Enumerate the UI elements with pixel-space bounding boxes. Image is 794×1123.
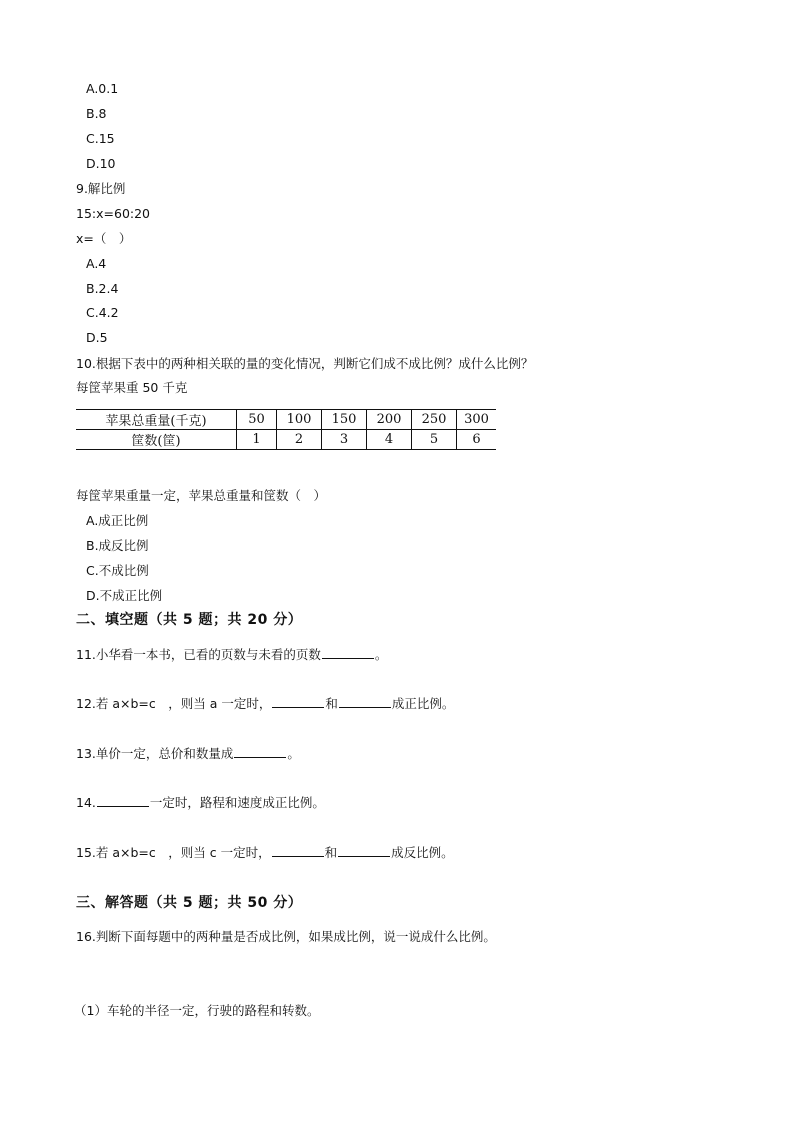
q8-option-a: A.0.1	[86, 81, 119, 96]
row-label-baskets: 筐数(筐)	[76, 430, 237, 450]
table-cell: 300	[457, 410, 497, 430]
q8-option-c: C.15	[86, 131, 115, 146]
q13-text: 13.单价一定，总价和数量成	[76, 746, 234, 761]
section3-title: 三、解答题（共 5 题；共 50 分）	[76, 895, 303, 911]
q13-end: 。	[287, 746, 300, 761]
table-cell: 4	[367, 430, 412, 450]
table-cell: 2	[277, 430, 322, 450]
q11-text: 11.小华看一本书，已看的页数与未看的页数	[76, 647, 321, 662]
q9-stem: 9.解比例	[76, 181, 126, 196]
table-row	[76, 410, 496, 430]
q9-ask: x=（ ）	[76, 231, 132, 246]
q14-text: 一定时，路程和速度成正比例。	[149, 795, 325, 810]
q16-part1: （1）车轮的半径一定，行驶的路程和转数。	[74, 1003, 320, 1018]
q14	[76, 795, 325, 811]
q12-text: 12.若 a×b=c ，则当 a 一定时，	[76, 696, 272, 711]
answer-blank[interactable]	[322, 647, 374, 659]
section2-title: 二、填空题（共 5 题；共 20 分）	[76, 612, 303, 628]
q15-text: 15.若 a×b=c ，则当 c 一定时，	[76, 845, 271, 860]
q10-note: 每筐苹果重 50 千克	[76, 380, 188, 395]
table-cell: 6	[457, 430, 497, 450]
q15	[76, 845, 454, 861]
answer-blank[interactable]	[234, 746, 286, 758]
answer-blank[interactable]	[338, 845, 390, 857]
q11-end: 。	[374, 647, 388, 662]
row-label-total-weight: 苹果总重量(千克)	[76, 410, 237, 430]
q13	[76, 746, 300, 762]
q8-option-b: B.8	[86, 106, 107, 121]
q10-option-b: B.成反比例	[86, 538, 149, 553]
q9-option-d: D.5	[86, 330, 108, 345]
q9-option-b: B.2.4	[86, 281, 119, 296]
table-cell: 150	[322, 410, 367, 430]
table-cell: 250	[412, 410, 457, 430]
q9-option-c: C.4.2	[86, 305, 119, 320]
answer-blank[interactable]	[272, 845, 324, 857]
table-cell: 50	[237, 410, 277, 430]
table-row	[76, 430, 496, 450]
q12-end: 成正比例。	[391, 696, 455, 711]
q10-question: 每筐苹果重量一定，苹果总重量和筐数（ ）	[76, 488, 327, 503]
q9-option-a: A.4	[86, 256, 107, 271]
apple-weight-table	[76, 409, 496, 450]
q15-and: 和	[324, 845, 338, 860]
q12-and: 和	[325, 696, 338, 711]
table-cell: 1	[237, 430, 277, 450]
q8-option-d: D.10	[86, 156, 116, 171]
q14-number: 14.	[76, 795, 96, 810]
q12	[76, 696, 454, 712]
q10-option-c: C.不成比例	[86, 563, 149, 578]
table-cell: 3	[322, 430, 367, 450]
q11	[76, 647, 387, 663]
q10-option-a: A.成正比例	[86, 513, 149, 528]
q15-end: 成反比例。	[391, 845, 454, 860]
q10-stem: 10.根据下表中的两种相关联的量的变化情况，判断它们成不成比例？成什么比例？	[76, 356, 534, 371]
answer-blank[interactable]	[97, 795, 149, 807]
answer-blank[interactable]	[339, 696, 391, 708]
q16-stem: 16.判断下面每题中的两种量是否成比例，如果成比例，说一说成什么比例。	[76, 929, 496, 944]
table-cell: 5	[412, 430, 457, 450]
q9-equation: 15:x=60:20	[76, 206, 151, 221]
answer-blank[interactable]	[272, 696, 324, 708]
table-cell: 100	[277, 410, 322, 430]
q10-option-d: D.不成正比例	[86, 588, 163, 603]
table-cell: 200	[367, 410, 412, 430]
